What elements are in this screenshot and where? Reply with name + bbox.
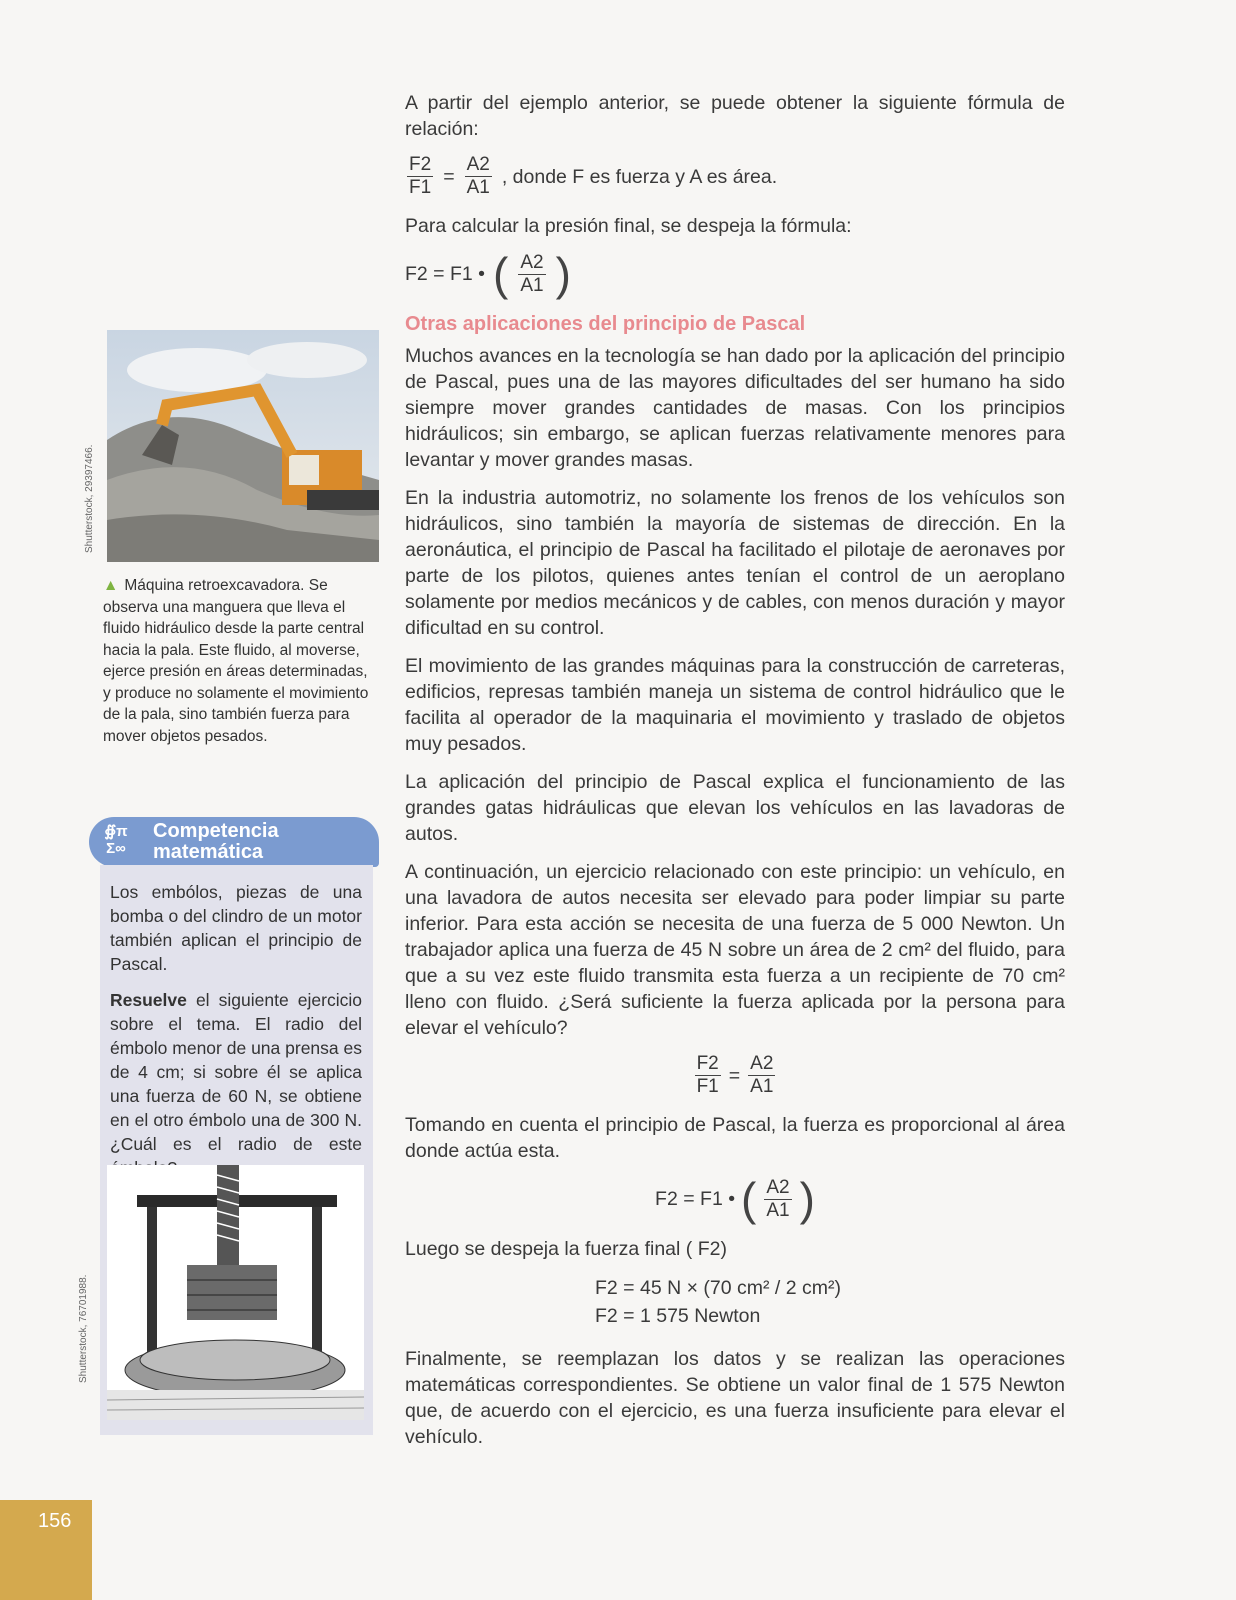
formula-relacion <box>405 154 1065 199</box>
fraction-f2-f1 <box>407 154 433 199</box>
paragraph-2: En la industria automotriz, no solamente los frenos de los vehículos son hidráulicos, sino también la mayoría de sistemas de dirección. En la aeronáutica, el principio de Pascal ha facilitado el pilotaje de aeronaves por parte de los pilotos, quienes antes tenían el control de un aeroplano solamente por medios mecánicos y de cables, con menos duración y mayor dificultad en su control. <box>405 487 1065 639</box>
competencia-paragraph-2 <box>110 988 362 1180</box>
denominator: A1 <box>466 177 490 198</box>
fraction-a2-a1 <box>518 252 545 297</box>
calculation <box>595 1274 1065 1330</box>
title-line-1: Competencia <box>153 820 279 842</box>
numerator: A2 <box>466 154 490 175</box>
math-icon-bottom: Σ∞ <box>106 840 126 857</box>
formula-despejada <box>405 248 1065 300</box>
excavator-illustration <box>107 330 379 562</box>
numerator: F2 <box>409 154 432 175</box>
photo-caption <box>103 575 378 747</box>
resuelve-label: Resuelve <box>110 990 187 1010</box>
fraction-a2-a1 <box>465 154 492 199</box>
math-symbols-icon <box>95 823 137 861</box>
right-paren: ) <box>555 248 571 300</box>
page-number: 156 <box>38 1510 72 1532</box>
formula-lhs: F2 = F1 • <box>405 263 485 285</box>
fraction-f2-f1 <box>695 1053 721 1098</box>
math-icon-top: ∯π <box>104 823 128 840</box>
numerator: F2 <box>696 1053 719 1074</box>
press-engraving <box>107 1165 364 1420</box>
main-column <box>405 90 1065 1462</box>
calc-line-2: F2 = 1 575 Newton <box>595 1305 761 1327</box>
caption-text: Máquina retroexcavadora. Se observa una manguera que lleva el fluido hidráulico desde la parte central hacia la pala. Este fluido, al moverse, ejerce presión en áreas determinadas, y produce no solamente el movimiento de la pala, sino también fuerza para mover objetos pesados. <box>103 577 369 745</box>
press-credit: Shutterstock, 76701988. <box>78 1274 89 1383</box>
photo-credit: Shutterstock, 29397466. <box>84 444 95 553</box>
fraction-a2-a1 <box>748 1053 775 1098</box>
intro-text: A partir del ejemplo anterior, se puede obtener la siguiente fórmula de relación: <box>405 92 1065 140</box>
formula-ejercicio-despejada <box>405 1173 1065 1225</box>
paragraph-8: Finalmente, se reemplazan los datos y se realizan las operaciones matemáticas correspondientes. Se obtiene un valor final de 1 575 Newton que, de acuerdo con el ejercicio, es una fuerza insuficiente para elevar el vehículo. <box>405 1348 1065 1448</box>
triangle-bullet-icon: ▲ <box>103 577 119 594</box>
formula-description: , donde F es fuerza y A es área. <box>501 165 778 188</box>
paragraph-3: El movimiento de las grandes máquinas para la construcción de carreteras, edificios, represas también maneja un sistema de control hidráulico que le facilita al operador de la maquinaria el movimiento y traslado de objetos muy pesados. <box>405 655 1065 755</box>
numerator: A2 <box>766 1176 790 1198</box>
denominator: F1 <box>696 1076 719 1097</box>
excavator-photo <box>107 330 379 562</box>
numerator: A2 <box>750 1053 774 1074</box>
paragraph-1: Muchos avances en la tecnología se han dado por la aplicación del principio de Pascal, pues una de las mayores dificultades del ser humano ha sido siempre mover grandes cantidades de masas. Con los principios hidráulicos; sin embargo, se aplican fuerzas relativamente menores para levantar y mover grandes masas. <box>405 345 1065 471</box>
competencia-paragraph-1: Los embólos, piezas de una bomba o del clindro de un motor también aplican el principio de Pascal. <box>110 882 362 974</box>
calc-line-1: F2 = 45 N × (70 cm² / 2 cm²) <box>595 1277 841 1299</box>
equals-sign: = <box>728 1064 741 1087</box>
section-title: Otras aplicaciones del principio de Pascal <box>405 313 806 335</box>
formula-lhs: F2 = F1 • <box>655 1188 736 1210</box>
paragraph-5: A continuación, un ejercicio relacionado con este principio: un vehículo, en una lavadora de autos necesita ser elevado para poder limpiar su parte inferior. Para esta acción se necesita de una fuerza de 5 000 Newton. Un trabajador aplica una fuerza de 45 N sobre un área de 2 cm² del fluido, para que a su vez este fluido transmita esta fuerza a un recipiente de 70 cm² lleno con fluido. ¿Será suficiente la fuerza aplicada por la persona para elevar el vehículo? <box>405 861 1065 1039</box>
left-paren: ( <box>492 248 509 300</box>
despeja-text: Para calcular la presión final, se despeja la fórmula: <box>405 215 852 237</box>
denominator: A1 <box>520 274 544 296</box>
denominator: A1 <box>766 1199 790 1221</box>
paragraph-7: Luego se despeja la fuerza final ( F2) <box>405 1238 727 1260</box>
hydraulic-press-illustration <box>107 1165 364 1420</box>
competencia-title <box>153 821 279 863</box>
left-paren: ( <box>741 1173 757 1225</box>
exercise-text: el siguiente ejercicio sobre el tema. El radio del émbolo menor de una prensa es de 4 cm; si sobre él se aplica una fuerza de 60 N, se obtiene en el otro émbolo una de 300 N. ¿Cuál es el radio de este <box>110 990 362 1154</box>
title-line-2: matemática <box>153 841 264 863</box>
numerator: A2 <box>520 251 544 273</box>
paragraph-6: Tomando en cuenta el principio de Pascal, la fuerza es proporcional al área donde actúa esta. <box>405 1114 1065 1162</box>
equals-sign: = <box>443 165 455 188</box>
page-number-tab <box>0 1500 92 1600</box>
denominator: F1 <box>409 177 432 198</box>
paragraph-4: La aplicación del principio de Pascal explica el funcionamiento de las grandes gatas hidráulicas que elevan los vehículos en las lavadoras de autos. <box>405 771 1065 845</box>
fraction-a2-a1 <box>764 1177 791 1222</box>
competencia-header <box>89 817 379 867</box>
formula-ejercicio <box>405 1053 1065 1098</box>
right-paren: ) <box>799 1173 815 1225</box>
denominator: A1 <box>750 1076 774 1097</box>
competencia-text <box>110 880 362 1192</box>
